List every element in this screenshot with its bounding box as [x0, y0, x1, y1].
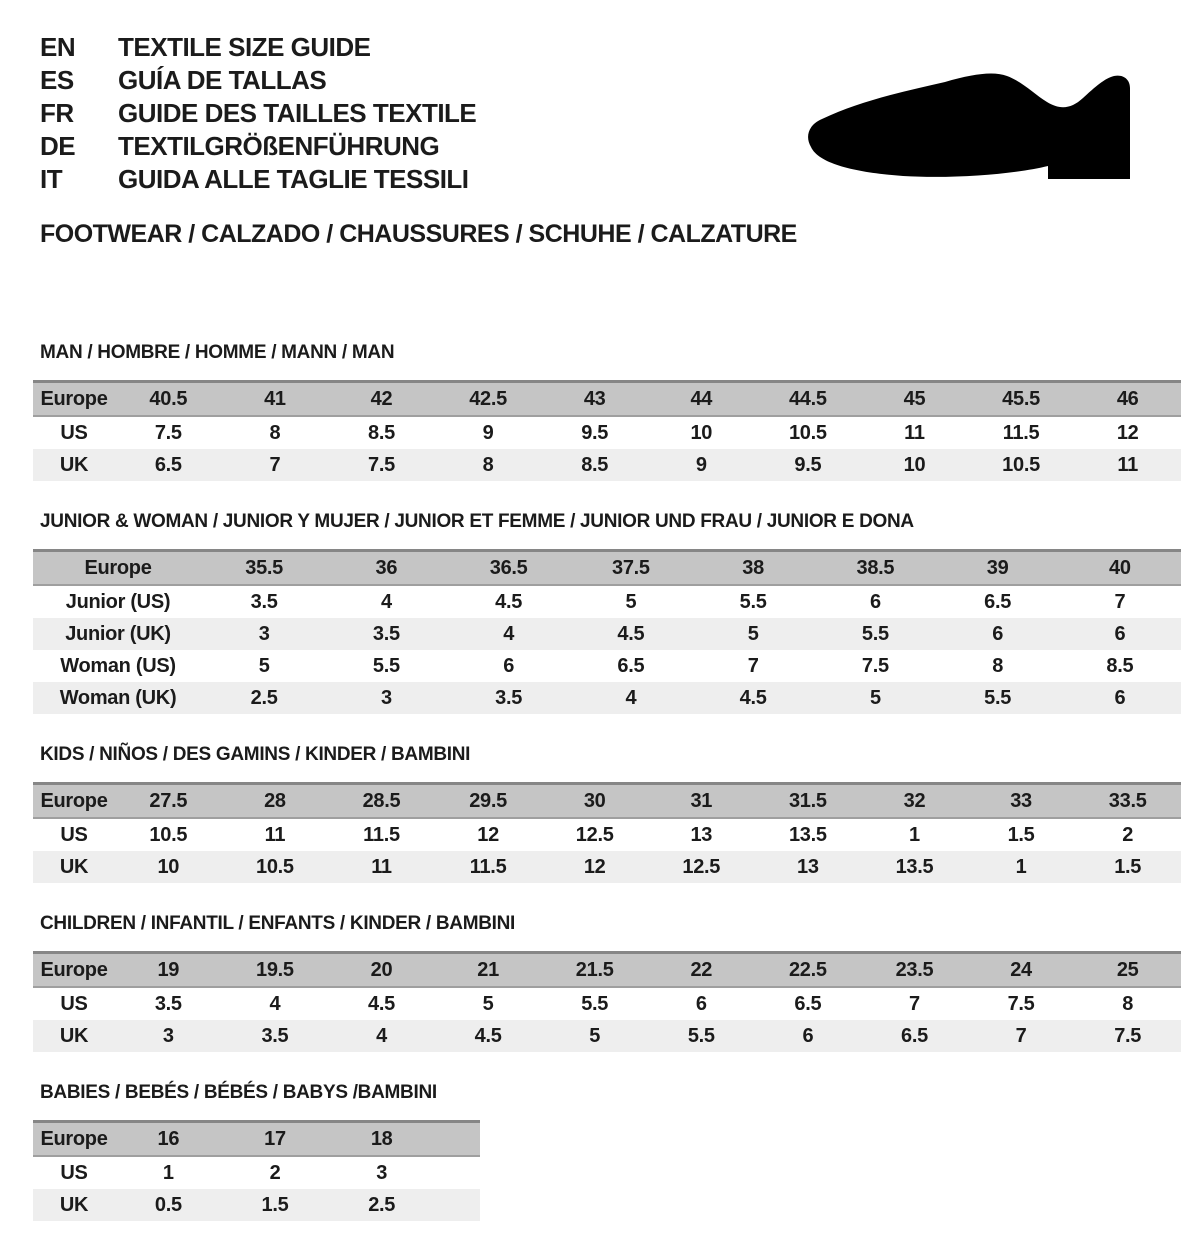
size-table: [33, 782, 1181, 883]
size-cell: 31.5: [755, 784, 862, 819]
row-label: Europe: [33, 551, 203, 586]
size-table: [33, 380, 1181, 481]
size-cell: 18: [328, 1122, 435, 1157]
row-label: US: [33, 1156, 115, 1189]
size-cell: 25: [1074, 953, 1181, 988]
size-cell: 10.5: [755, 416, 862, 449]
size-cell: 11: [222, 818, 329, 851]
row-label: Junior (US): [33, 585, 203, 618]
language-header: [40, 32, 476, 197]
size-table-title: BABIES / BEBÉS / BÉBÉS / BABYS /BAMBINI: [40, 1082, 437, 1103]
size-cell: 2.5: [328, 1189, 435, 1221]
table-row: [33, 987, 1181, 1020]
size-cell: 27.5: [115, 784, 222, 819]
size-cell: 20: [328, 953, 435, 988]
size-table-section: [33, 511, 1181, 714]
size-cell: 29.5: [435, 784, 542, 819]
size-cell: 4: [325, 585, 447, 618]
size-table-section: [33, 913, 1181, 1052]
size-cell: 7: [692, 650, 814, 682]
size-cell: 38: [692, 551, 814, 586]
size-cell: 6: [755, 1020, 862, 1052]
shoe-icon: [805, 70, 1150, 187]
size-cell: 12.5: [541, 818, 648, 851]
size-cell: 6.5: [115, 449, 222, 481]
size-cell: 23.5: [861, 953, 968, 988]
size-cell: 45.5: [968, 382, 1075, 417]
language-title: GUIDA ALLE TAGLIE TESSILI: [118, 164, 469, 194]
size-cell: 4.5: [692, 682, 814, 714]
row-label: UK: [33, 1020, 115, 1052]
table-row: [33, 1189, 480, 1221]
language-title: GUÍA DE TALLAS: [118, 65, 327, 95]
size-cell: 35.5: [203, 551, 325, 586]
size-table: [33, 549, 1181, 714]
size-cell: 28: [222, 784, 329, 819]
size-cell: 1: [115, 1156, 222, 1189]
size-cell: 36.5: [448, 551, 570, 586]
size-cell: 12: [435, 818, 542, 851]
size-cell: 7.5: [968, 987, 1075, 1020]
size-cell: 16: [115, 1122, 222, 1157]
size-cell: 19.5: [222, 953, 329, 988]
size-cell: 6: [1059, 618, 1181, 650]
size-cell: 39: [937, 551, 1059, 586]
size-cell: 11.5: [328, 818, 435, 851]
size-cell: 6.5: [755, 987, 862, 1020]
size-cell: 12: [1074, 416, 1181, 449]
row-label: US: [33, 818, 115, 851]
size-cell: 11: [1074, 449, 1181, 481]
size-cell: 11.5: [435, 851, 542, 883]
row-label: US: [33, 416, 115, 449]
size-table-section: [33, 1082, 1181, 1221]
size-cell: 2: [222, 1156, 329, 1189]
size-cell: 1.5: [1074, 851, 1181, 883]
size-table: [33, 951, 1181, 1052]
size-cell: 5: [435, 987, 542, 1020]
size-cell: 3.5: [222, 1020, 329, 1052]
size-cell: 3: [328, 1156, 435, 1189]
table-row: [33, 953, 1181, 988]
language-row: [40, 164, 476, 197]
size-table: [33, 1120, 480, 1221]
size-cell: 5.5: [937, 682, 1059, 714]
size-cell: 10.5: [115, 818, 222, 851]
size-cell: 31: [648, 784, 755, 819]
size-cell: 41: [222, 382, 329, 417]
size-cell: 8: [222, 416, 329, 449]
size-cell: 3.5: [325, 618, 447, 650]
size-cell: 4.5: [448, 585, 570, 618]
size-cell: 3: [203, 618, 325, 650]
row-label: UK: [33, 449, 115, 481]
size-cell: 5: [203, 650, 325, 682]
size-cell: 5.5: [692, 585, 814, 618]
size-cell: 44: [648, 382, 755, 417]
size-cell: 8: [937, 650, 1059, 682]
size-table-title: MAN / HOMBRE / HOMME / MANN / MAN: [40, 342, 395, 363]
size-cell: 6: [648, 987, 755, 1020]
size-cell: 9.5: [541, 416, 648, 449]
size-cell: 3: [115, 1020, 222, 1052]
size-cell: 9: [435, 416, 542, 449]
size-cell: 45: [861, 382, 968, 417]
table-row: [33, 1156, 480, 1189]
table-row: [33, 784, 1181, 819]
size-cell: 5.5: [814, 618, 936, 650]
category-heading: FOOTWEAR / CALZADO / CHAUSSURES / SCHUHE / CALZATURE: [40, 220, 797, 248]
size-cell: 10.5: [222, 851, 329, 883]
size-cell: 13.5: [861, 851, 968, 883]
size-cell: 4: [448, 618, 570, 650]
size-cell: 11.5: [968, 416, 1075, 449]
size-cell: 19: [115, 953, 222, 988]
size-cell: 3.5: [448, 682, 570, 714]
size-cell: 4.5: [328, 987, 435, 1020]
size-cell: 5.5: [325, 650, 447, 682]
size-cell: 5.5: [541, 987, 648, 1020]
size-table-section: [33, 342, 1181, 481]
size-cell: 6.5: [861, 1020, 968, 1052]
language-code: FR: [40, 98, 74, 128]
size-cell: 33: [968, 784, 1075, 819]
size-cell: 33.5: [1074, 784, 1181, 819]
size-cell: 8: [1074, 987, 1181, 1020]
language-code: DE: [40, 131, 76, 161]
table-row: [33, 382, 1181, 417]
shoe-icon-shape: [808, 74, 1130, 179]
size-cell: 7: [861, 987, 968, 1020]
size-cell: 17: [222, 1122, 329, 1157]
size-cell: 21: [435, 953, 542, 988]
size-cell: 6: [814, 585, 936, 618]
size-cell: 6: [448, 650, 570, 682]
size-cell: 7: [222, 449, 329, 481]
size-cell: 7.5: [814, 650, 936, 682]
size-cell: 7.5: [1074, 1020, 1181, 1052]
size-cell: 1.5: [222, 1189, 329, 1221]
size-cell: 30: [541, 784, 648, 819]
table-row: [33, 416, 1181, 449]
size-cell: 22: [648, 953, 755, 988]
row-label: US: [33, 987, 115, 1020]
table-row: [33, 851, 1181, 883]
row-label: Europe: [33, 1122, 115, 1157]
size-cell: 9: [648, 449, 755, 481]
language-row: [40, 32, 476, 65]
language-title: TEXTILE SIZE GUIDE: [118, 32, 371, 62]
row-label: Woman (US): [33, 650, 203, 682]
row-label: UK: [33, 1189, 115, 1221]
size-cell: 22.5: [755, 953, 862, 988]
size-cell: 4.5: [435, 1020, 542, 1052]
size-cell: 8: [435, 449, 542, 481]
table-row: [33, 818, 1181, 851]
size-cell: 5.5: [648, 1020, 755, 1052]
table-row: [33, 449, 1181, 481]
size-cell: 2: [1074, 818, 1181, 851]
language-title: GUIDE DES TAILLES TEXTILE: [118, 98, 477, 128]
size-cell: 4: [570, 682, 692, 714]
blank-cell: [435, 1122, 480, 1157]
size-cell: 3.5: [203, 585, 325, 618]
size-table-title: CHILDREN / INFANTIL / ENFANTS / KINDER / BAMBINI: [40, 913, 516, 934]
size-cell: 10.5: [968, 449, 1075, 481]
table-row: [33, 585, 1181, 618]
row-label: Woman (UK): [33, 682, 203, 714]
size-cell: 42: [328, 382, 435, 417]
row-label: Europe: [33, 784, 115, 819]
table-row: [33, 618, 1181, 650]
size-cell: 10: [861, 449, 968, 481]
language-row: [40, 98, 476, 131]
size-cell: 43: [541, 382, 648, 417]
size-cell: 13: [648, 818, 755, 851]
size-cell: 1.5: [968, 818, 1075, 851]
size-cell: 2.5: [203, 682, 325, 714]
language-row: [40, 65, 476, 98]
size-cell: 7.5: [115, 416, 222, 449]
size-cell: 32: [861, 784, 968, 819]
table-row: [33, 682, 1181, 714]
size-cell: 8.5: [541, 449, 648, 481]
language-code: ES: [40, 65, 74, 95]
size-cell: 4: [222, 987, 329, 1020]
size-cell: 28.5: [328, 784, 435, 819]
table-row: [33, 650, 1181, 682]
size-cell: 38.5: [814, 551, 936, 586]
size-cell: 46: [1074, 382, 1181, 417]
size-cell: 10: [648, 416, 755, 449]
language-title: TEXTILGRÖßENFÜHRUNG: [118, 131, 440, 161]
row-label: Junior (UK): [33, 618, 203, 650]
size-table-title: JUNIOR & WOMAN / JUNIOR Y MUJER / JUNIOR ET FEMME / JUNIOR UND FRAU / JUNIOR E DONA: [40, 511, 914, 532]
table-row: [33, 1020, 1181, 1052]
size-cell: 6: [937, 618, 1059, 650]
size-cell: 4.5: [570, 618, 692, 650]
blank-cell: [435, 1189, 480, 1221]
size-table-section: [33, 744, 1181, 883]
size-cell: 1: [861, 818, 968, 851]
table-row: [33, 551, 1181, 586]
row-label: Europe: [33, 953, 115, 988]
size-cell: 21.5: [541, 953, 648, 988]
size-cell: 7: [1059, 585, 1181, 618]
size-cell: 40: [1059, 551, 1181, 586]
size-cell: 5: [570, 585, 692, 618]
language-row: [40, 131, 476, 164]
size-cell: 36: [325, 551, 447, 586]
table-row: [33, 1122, 480, 1157]
language-code: EN: [40, 32, 76, 62]
size-cell: 9.5: [755, 449, 862, 481]
size-cell: 3: [325, 682, 447, 714]
size-cell: 6: [1059, 682, 1181, 714]
size-cell: 44.5: [755, 382, 862, 417]
blank-cell: [435, 1156, 480, 1189]
size-cell: 12: [541, 851, 648, 883]
size-cell: 13: [755, 851, 862, 883]
size-cell: 13.5: [755, 818, 862, 851]
size-cell: 40.5: [115, 382, 222, 417]
size-cell: 3.5: [115, 987, 222, 1020]
size-cell: 1: [968, 851, 1075, 883]
size-cell: 12.5: [648, 851, 755, 883]
size-cell: 11: [328, 851, 435, 883]
size-cell: 10: [115, 851, 222, 883]
size-cell: 8.5: [1059, 650, 1181, 682]
size-cell: 37.5: [570, 551, 692, 586]
size-cell: 0.5: [115, 1189, 222, 1221]
size-cell: 5: [692, 618, 814, 650]
size-cell: 5: [814, 682, 936, 714]
size-cell: 6.5: [570, 650, 692, 682]
size-cell: 7.5: [328, 449, 435, 481]
size-cell: 7: [968, 1020, 1075, 1052]
size-cell: 11: [861, 416, 968, 449]
size-cell: 42.5: [435, 382, 542, 417]
row-label: Europe: [33, 382, 115, 417]
size-cell: 24: [968, 953, 1075, 988]
size-cell: 4: [328, 1020, 435, 1052]
size-cell: 6.5: [937, 585, 1059, 618]
size-cell: 8.5: [328, 416, 435, 449]
language-code: IT: [40, 164, 63, 194]
size-cell: 5: [541, 1020, 648, 1052]
size-table-title: KIDS / NIÑOS / DES GAMINS / KINDER / BAMBINI: [40, 744, 471, 765]
row-label: UK: [33, 851, 115, 883]
size-tables: [33, 342, 1181, 1251]
